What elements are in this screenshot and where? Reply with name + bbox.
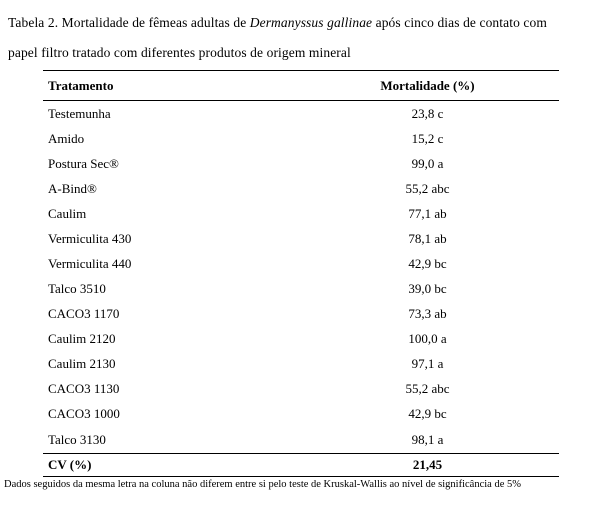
- table-row: [43, 201, 559, 226]
- cv-label: CV (%): [43, 454, 296, 477]
- table-row: [43, 251, 559, 276]
- treatment-cell: Caulim: [48, 205, 87, 221]
- table-row: [43, 176, 559, 201]
- treatment-cell: CACO3 1130: [48, 380, 120, 396]
- table-row: [43, 226, 559, 251]
- mortality-cell: 39,0 bc: [408, 280, 447, 296]
- mortality-cell: 42,9 bc: [408, 255, 447, 271]
- header-treatment: Tratamento: [43, 71, 296, 101]
- table-row: [43, 401, 559, 426]
- mortality-cell: 23,8 c: [411, 105, 444, 121]
- mortality-cell: 78,1 ab: [408, 230, 447, 246]
- treatment-cell: Caulim 2130: [48, 355, 116, 371]
- caption-prefix: Tabela 2. Mortalidade de fêmeas adultas de: [8, 15, 250, 30]
- treatment-cell: Vermiculita 440: [48, 255, 132, 271]
- mortality-cell: 99,0 a: [411, 155, 444, 171]
- mortality-cell: 73,3 ab: [408, 305, 447, 321]
- cv-value: 21,45: [296, 454, 559, 477]
- mortality-cell: 42,9 bc: [408, 405, 447, 421]
- mortality-cell: 15,2 c: [411, 130, 444, 146]
- treatment-cell: Caulim 2120: [48, 330, 116, 346]
- table-row: [43, 351, 559, 376]
- caption-line-2: papel filtro tratado com diferentes produtos de origem mineral: [8, 45, 351, 60]
- treatment-cell: CACO3 1000: [48, 405, 120, 421]
- table-row: [43, 376, 559, 401]
- treatment-cell: CACO3 1170: [48, 305, 120, 321]
- header-mortality: Mortalidade (%): [296, 71, 559, 101]
- treatment-cell: Talco 3130: [48, 431, 106, 447]
- table-row: [43, 101, 559, 127]
- mortality-cell: 77,1 ab: [408, 205, 447, 221]
- mortality-cell: 98,1 a: [411, 431, 444, 447]
- table-row: [43, 301, 559, 326]
- table-footnote: Dados seguidos da mesma letra na coluna não diferem entre si pelo teste de Kruskal-Wallis ao nível de significância de 5%: [4, 479, 521, 490]
- caption-line-1: [8, 8, 596, 38]
- mortality-cell: 55,2 abc: [405, 180, 450, 196]
- table-row: [43, 276, 559, 301]
- treatment-cell: Postura Sec®: [48, 155, 119, 171]
- mortality-cell: 55,2 abc: [405, 380, 450, 396]
- mortality-cell: 100,0 a: [408, 330, 447, 346]
- mortality-cell: 97,1 a: [411, 355, 444, 371]
- cv-row: [43, 454, 559, 477]
- table-row: [43, 426, 559, 454]
- treatment-cell: Testemunha: [48, 105, 111, 121]
- treatment-cell: A-Bind®: [48, 180, 97, 196]
- table-header-row: [43, 71, 559, 101]
- mortality-table: [43, 70, 559, 477]
- treatment-cell: Talco 3510: [48, 280, 106, 296]
- species-name: Dermanyssus gallinae: [249, 15, 373, 30]
- caption-suffix: após cinco dias de contato com: [372, 15, 547, 30]
- table-caption: [8, 8, 596, 68]
- treatment-cell: Amido: [48, 130, 85, 146]
- table-row: [43, 126, 559, 151]
- table-row: [43, 151, 559, 176]
- table-row: [43, 326, 559, 351]
- treatment-cell: Vermiculita 430: [48, 230, 132, 246]
